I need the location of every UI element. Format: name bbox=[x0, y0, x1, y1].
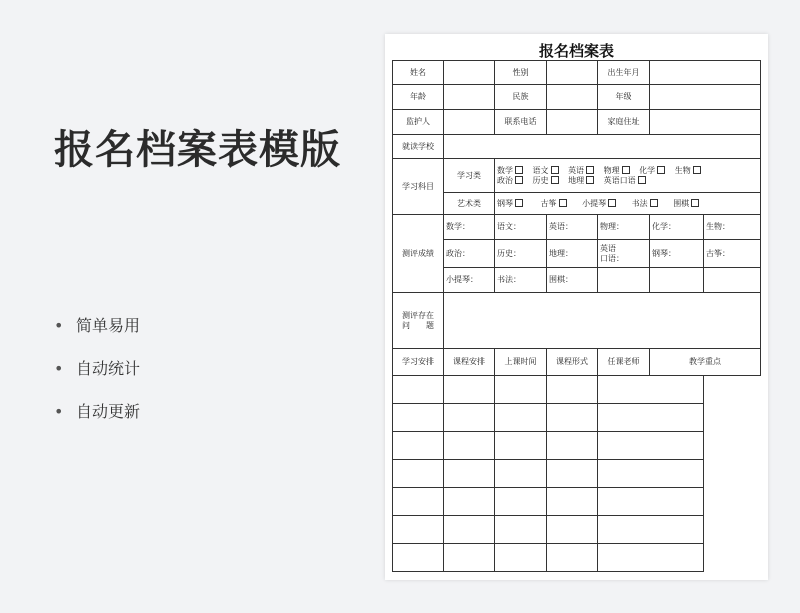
bullet-icon: • bbox=[54, 359, 64, 378]
score-cell[interactable]: 钢琴： bbox=[650, 240, 704, 268]
subject-checkbox[interactable]: 书法 bbox=[632, 199, 658, 209]
birth-label: 出生年月 bbox=[598, 61, 650, 85]
subjects-label: 学习科目 bbox=[393, 159, 444, 215]
checkbox-icon bbox=[515, 199, 523, 207]
checkbox-icon bbox=[551, 176, 559, 184]
subject-checkbox[interactable]: 化学 bbox=[639, 166, 665, 176]
checkbox-icon bbox=[515, 166, 523, 174]
gender-field[interactable] bbox=[547, 61, 598, 85]
score-cell[interactable]: 物理： bbox=[598, 215, 650, 240]
schedule-cell[interactable] bbox=[598, 544, 704, 572]
study-category-label: 学习类 bbox=[444, 159, 495, 193]
grade-field[interactable] bbox=[650, 85, 761, 110]
score-cell[interactable]: 围棋： bbox=[547, 268, 598, 293]
score-cell[interactable]: 生物： bbox=[704, 215, 761, 240]
subject-checkbox[interactable]: 钢琴 bbox=[497, 199, 523, 209]
study-subjects bbox=[495, 159, 761, 193]
schedule-cell[interactable] bbox=[598, 516, 704, 544]
address-field[interactable] bbox=[650, 110, 761, 135]
score-cell[interactable]: 政治： bbox=[444, 240, 495, 268]
checkbox-icon bbox=[586, 166, 594, 174]
schedule-cell[interactable] bbox=[393, 516, 444, 544]
guardian-label: 监护人 bbox=[393, 110, 444, 135]
gender-label: 性别 bbox=[495, 61, 547, 85]
checkbox-icon bbox=[691, 199, 699, 207]
feature-list bbox=[54, 314, 140, 443]
checkbox-icon bbox=[693, 166, 701, 174]
birth-field[interactable] bbox=[650, 61, 761, 85]
table-row bbox=[393, 240, 761, 268]
schedule-cell[interactable] bbox=[495, 376, 547, 404]
table-row bbox=[393, 376, 761, 404]
table-row bbox=[393, 268, 761, 293]
score-cell[interactable]: 书法： bbox=[495, 268, 547, 293]
bullet-icon: • bbox=[54, 316, 64, 335]
guardian-field[interactable] bbox=[444, 110, 495, 135]
schedule-cell[interactable] bbox=[444, 516, 495, 544]
problems-label: 测评存在 问 题 bbox=[393, 293, 444, 349]
table-row bbox=[393, 85, 761, 110]
table-row bbox=[393, 193, 761, 215]
art-category-label: 艺术类 bbox=[444, 193, 495, 215]
schedule-header: 教学重点 bbox=[650, 349, 761, 376]
school-field[interactable] bbox=[444, 135, 761, 159]
template-title: 报名档案表模版 bbox=[54, 127, 341, 173]
phone-label: 联系电话 bbox=[495, 110, 547, 135]
table-row bbox=[393, 432, 761, 460]
checkbox-icon bbox=[515, 176, 523, 184]
schedule-cell[interactable] bbox=[393, 432, 444, 460]
schedule-cell[interactable] bbox=[393, 544, 444, 572]
schedule-cell[interactable] bbox=[393, 488, 444, 516]
age-label: 年龄 bbox=[393, 85, 444, 110]
schedule-header: 上课时间 bbox=[495, 349, 547, 376]
schedule-cell[interactable] bbox=[547, 544, 598, 572]
form-document bbox=[385, 34, 768, 580]
ethnicity-field[interactable] bbox=[547, 85, 598, 110]
subject-checkbox[interactable]: 数学 bbox=[497, 166, 523, 176]
subject-checkbox[interactable]: 生物 bbox=[675, 166, 701, 176]
name-field[interactable] bbox=[444, 61, 495, 85]
schedule-cell[interactable] bbox=[547, 404, 598, 432]
checkbox-icon bbox=[622, 166, 630, 174]
table-row bbox=[393, 215, 761, 240]
schedule-cell[interactable] bbox=[495, 516, 547, 544]
age-field[interactable] bbox=[444, 85, 495, 110]
schedule-cell[interactable] bbox=[598, 488, 704, 516]
score-cell[interactable]: 地理： bbox=[547, 240, 598, 268]
subject-checkbox[interactable]: 英语口语 bbox=[604, 176, 646, 186]
table-row bbox=[393, 404, 761, 432]
form-title: 报名档案表 bbox=[538, 42, 614, 60]
table-row bbox=[393, 544, 761, 572]
table-row bbox=[393, 488, 761, 516]
score-cell[interactable]: 小提琴： bbox=[444, 268, 495, 293]
subject-checkbox[interactable]: 古筝 bbox=[541, 199, 567, 209]
feature-item: • 自动更新 bbox=[54, 400, 140, 443]
checkbox-icon bbox=[657, 166, 665, 174]
checkbox-icon bbox=[608, 199, 616, 207]
score-cell[interactable]: 历史： bbox=[495, 240, 547, 268]
table-row bbox=[393, 110, 761, 135]
name-label: 姓名 bbox=[393, 61, 444, 85]
schedule-cell[interactable] bbox=[495, 460, 547, 488]
schedule-cell[interactable] bbox=[547, 460, 598, 488]
subject-checkbox[interactable]: 小提琴 bbox=[582, 199, 616, 209]
scores-label: 测评成绩 bbox=[393, 215, 444, 293]
schedule-cell[interactable] bbox=[495, 432, 547, 460]
table-row bbox=[393, 293, 761, 349]
score-cell[interactable] bbox=[650, 268, 704, 293]
ethnicity-label: 民族 bbox=[495, 85, 547, 110]
table-row bbox=[393, 349, 761, 376]
schedule-cell[interactable] bbox=[547, 376, 598, 404]
schedule-cell[interactable] bbox=[444, 376, 495, 404]
problems-field[interactable] bbox=[444, 293, 761, 349]
feature-item: • 简单易用 bbox=[54, 314, 140, 357]
schedule-header: 任课老师 bbox=[598, 349, 650, 376]
schedule-cell[interactable] bbox=[547, 516, 598, 544]
score-cell[interactable]: 古筝： bbox=[704, 240, 761, 268]
school-label: 就读学校 bbox=[393, 135, 444, 159]
checkbox-icon bbox=[650, 199, 658, 207]
subject-checkbox[interactable]: 历史 bbox=[533, 176, 559, 186]
schedule-cell[interactable] bbox=[444, 460, 495, 488]
study-subjects-row bbox=[497, 176, 758, 186]
table-row bbox=[393, 516, 761, 544]
schedule-cell[interactable] bbox=[495, 488, 547, 516]
score-cell[interactable] bbox=[598, 268, 650, 293]
score-cell[interactable]: 数学： bbox=[444, 215, 495, 240]
grade-label: 年级 bbox=[598, 85, 650, 110]
checkbox-icon bbox=[638, 176, 646, 184]
schedule-cell[interactable] bbox=[495, 404, 547, 432]
address-label: 家庭住址 bbox=[598, 110, 650, 135]
schedule-cell[interactable] bbox=[547, 432, 598, 460]
schedule-header: 课程形式 bbox=[547, 349, 598, 376]
score-cell[interactable]: 英语： bbox=[547, 215, 598, 240]
subject-checkbox[interactable]: 语文 bbox=[533, 166, 559, 176]
table-row bbox=[393, 460, 761, 488]
study-subjects-row bbox=[497, 166, 758, 176]
score-cell[interactable] bbox=[704, 268, 761, 293]
schedule-cell[interactable] bbox=[444, 404, 495, 432]
table-row bbox=[393, 135, 761, 159]
checkbox-icon bbox=[551, 166, 559, 174]
schedule-cell[interactable] bbox=[444, 432, 495, 460]
phone-field[interactable] bbox=[547, 110, 598, 135]
score-cell[interactable]: 英语 口语： bbox=[598, 240, 650, 268]
table-row bbox=[393, 61, 761, 85]
schedule-cell[interactable] bbox=[444, 544, 495, 572]
schedule-cell[interactable] bbox=[393, 376, 444, 404]
schedule-header: 课程安排 bbox=[444, 349, 495, 376]
checkbox-icon bbox=[586, 176, 594, 184]
schedule-cell[interactable] bbox=[393, 460, 444, 488]
schedule-cell[interactable] bbox=[547, 488, 598, 516]
subject-checkbox[interactable]: 英语 bbox=[568, 166, 594, 176]
schedule-cell[interactable] bbox=[598, 432, 704, 460]
bullet-icon: • bbox=[54, 402, 64, 421]
schedule-cell[interactable] bbox=[598, 460, 704, 488]
score-cell[interactable]: 语文： bbox=[495, 215, 547, 240]
schedule-cell[interactable] bbox=[598, 376, 704, 404]
schedule-cell[interactable] bbox=[444, 488, 495, 516]
score-cell[interactable]: 化学： bbox=[650, 215, 704, 240]
checkbox-icon bbox=[559, 199, 567, 207]
subject-checkbox[interactable]: 政治 bbox=[497, 176, 523, 186]
subject-checkbox[interactable]: 物理 bbox=[604, 166, 630, 176]
table-row bbox=[393, 159, 761, 193]
schedule-label: 学习安排 bbox=[393, 349, 444, 376]
promo-panel bbox=[0, 0, 380, 613]
schedule-cell[interactable] bbox=[495, 544, 547, 572]
subject-checkbox[interactable]: 地理 bbox=[568, 176, 594, 186]
registration-form-table bbox=[392, 60, 761, 572]
art-subjects bbox=[495, 193, 761, 215]
subject-checkbox[interactable]: 围棋 bbox=[673, 199, 699, 209]
feature-item: • 自动统计 bbox=[54, 357, 140, 400]
schedule-cell[interactable] bbox=[598, 404, 704, 432]
schedule-cell[interactable] bbox=[393, 404, 444, 432]
